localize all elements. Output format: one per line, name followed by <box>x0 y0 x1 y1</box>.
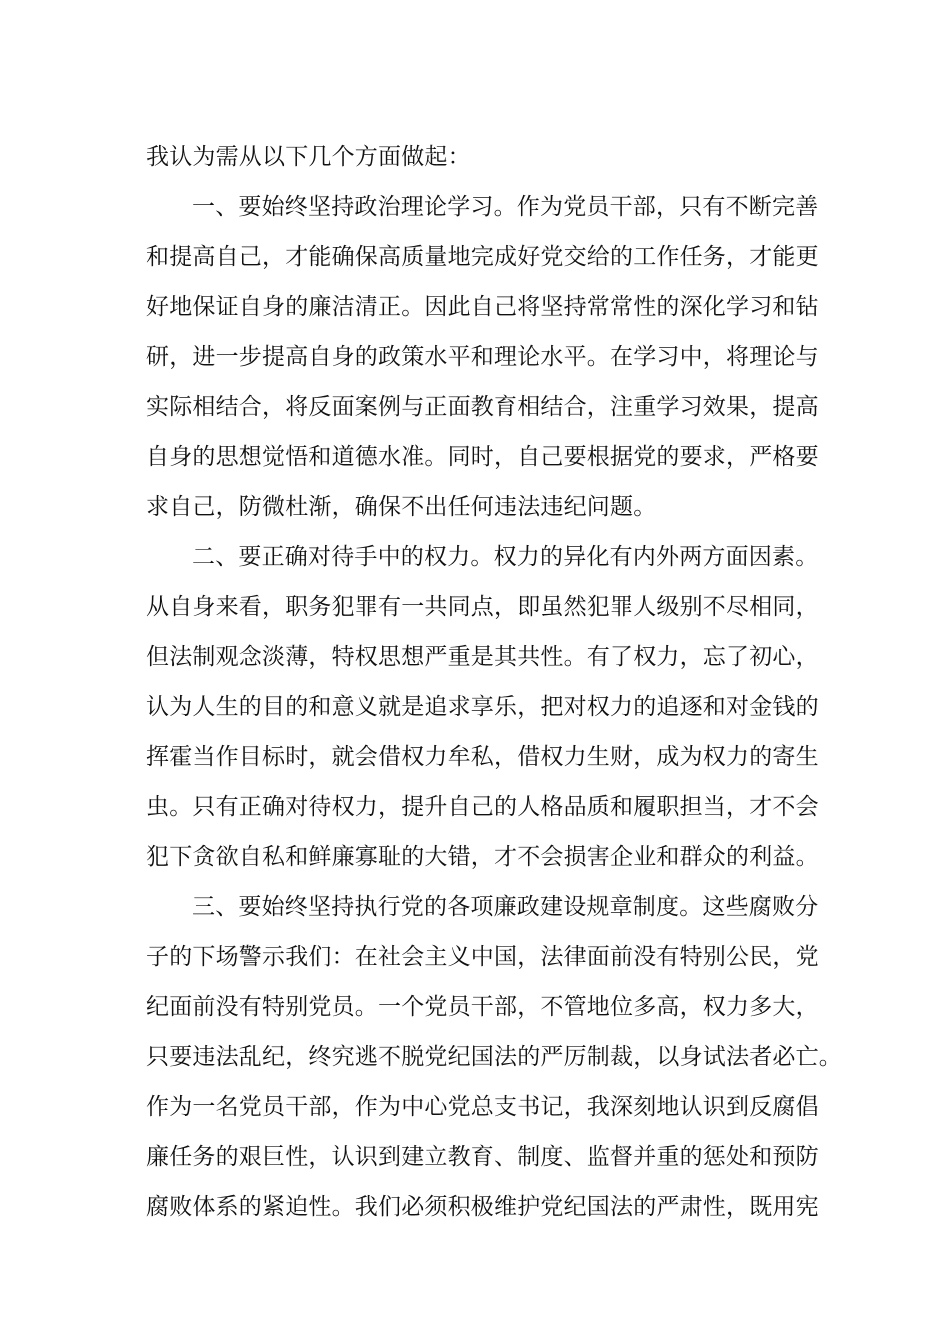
text-line: 子的下场警示我们：在社会主义中国，法律面前没有特别公民，党 <box>146 944 819 970</box>
text-line: 腐败体系的紧迫性。我们必须积极维护党纪国法的严肃性，既用宪 <box>146 1194 819 1220</box>
text-line: 廉任务的艰巨性，认识到建立教育、制度、监督并重的惩处和预防 <box>146 1144 819 1170</box>
text-line-paragraph-start: 一、要始终坚持政治理论学习。作为党员干部，只有不断完善 <box>192 194 819 220</box>
text-line: 自身的思想觉悟和道德水准。同时，自己要根据党的要求，严格要 <box>146 444 819 470</box>
text-line: 认为人生的目的和意义就是追求享乐，把对权力的追逐和对金钱的 <box>146 694 819 720</box>
text-line: 只要违法乱纪，终究逃不脱党纪国法的严厉制裁，以身试法者必亡。 <box>146 1044 842 1070</box>
text-line: 我认为需从以下几个方面做起： <box>146 144 471 170</box>
text-line: 作为一名党员干部，作为中心党总支书记，我深刻地认识到反腐倡 <box>146 1094 819 1120</box>
text-line: 虫。只有正确对待权力，提升自己的人格品质和履职担当，才不会 <box>146 794 819 820</box>
text-line: 犯下贪欲自私和鲜廉寡耻的大错，才不会损害企业和群众的利益。 <box>146 844 819 870</box>
document-body <box>146 132 846 1232</box>
text-line: 挥霍当作目标时，就会借权力牟私，借权力生财，成为权力的寄生 <box>146 744 819 770</box>
text-line: 和提高自己，才能确保高质量地完成好党交给的工作任务，才能更 <box>146 244 819 270</box>
text-line: 从自身来看，职务犯罪有一共同点，即虽然犯罪人级别不尽相同， <box>146 594 819 620</box>
text-line: 研，进一步提高自身的政策水平和理论水平。在学习中，将理论与 <box>146 344 819 370</box>
text-line: 实际相结合，将反面案例与正面教育相结合，注重学习效果，提高 <box>146 394 819 420</box>
text-line-paragraph-start: 三、要始终坚持执行党的各项廉政建设规章制度。这些腐败分 <box>192 894 819 920</box>
text-line: 求自己，防微杜渐，确保不出任何违法违纪问题。 <box>146 494 657 520</box>
text-line: 纪面前没有特别党员。一个党员干部，不管地位多高，权力多大， <box>146 994 819 1020</box>
text-line-paragraph-start: 二、要正确对待手中的权力。权力的异化有内外两方面因素。 <box>192 544 819 570</box>
text-line: 好地保证自身的廉洁清正。因此自己将坚持常常性的深化学习和钻 <box>146 294 819 320</box>
text-line: 但法制观念淡薄，特权思想严重是其共性。有了权力，忘了初心， <box>146 644 819 670</box>
